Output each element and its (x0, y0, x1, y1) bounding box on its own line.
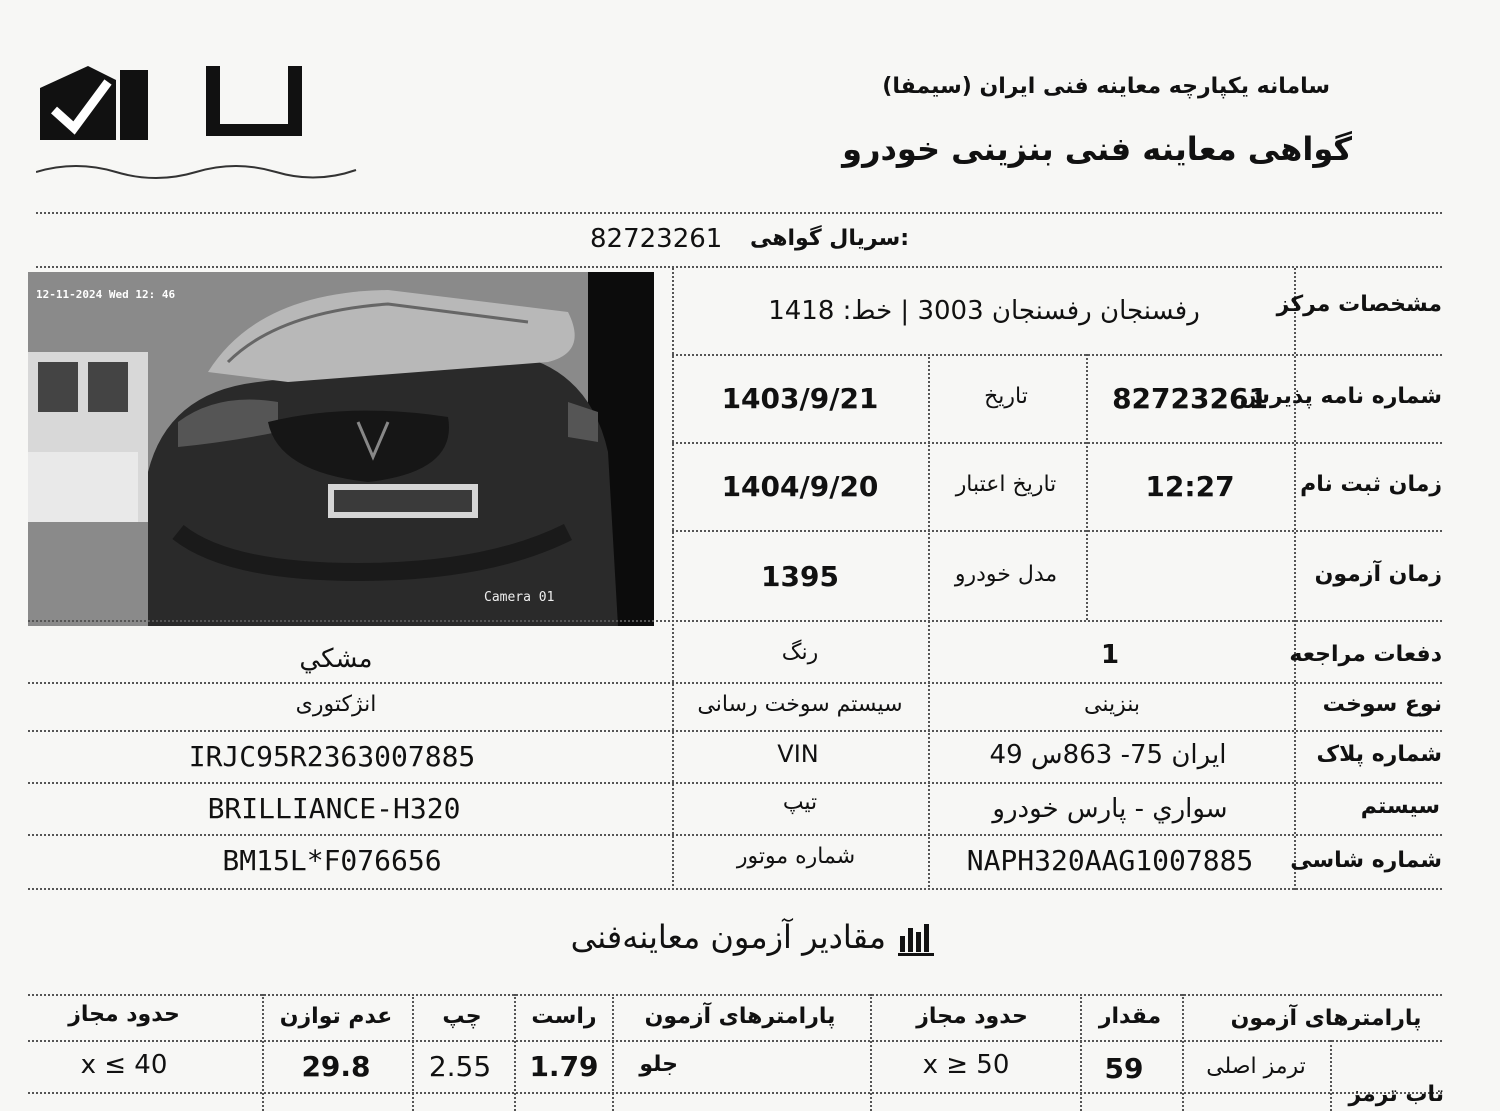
fuel-label: نوع سوخت (1322, 692, 1442, 717)
chassis-value: NAPH320AAG1007885 (966, 844, 1254, 877)
fuel-system-label: سیستم سوخت رسانی (697, 692, 903, 717)
reception-value: 82723261 (1112, 382, 1268, 415)
date-label: تاریخ (984, 384, 1028, 409)
bar-chart-icon (896, 918, 936, 958)
header-imbalance: عدم توازن (279, 1004, 393, 1029)
color-label: رنگ (781, 640, 819, 665)
header-params-2: پارامترهای آزمون (644, 1004, 836, 1029)
fuel-value: بنزینی (1084, 692, 1140, 717)
amount-value: 59 (1104, 1052, 1144, 1085)
serial-label: سریال گواهی: (750, 226, 910, 251)
right-value: 1.79 (529, 1050, 599, 1083)
brake-group-label: تاب ترمز (1348, 1082, 1444, 1107)
plate-label: شماره پلاک (1316, 742, 1442, 767)
date-value: 1403/9/21 (721, 382, 879, 415)
vin-value: IRJC95R2363007885 (188, 740, 476, 773)
expiry-label: تاریخ اعتبار (955, 472, 1057, 497)
header-limit-2: حدود مجاز (68, 1002, 180, 1027)
engine-label: شماره موتور (736, 844, 856, 869)
camera-label: Camera 01 (484, 590, 555, 605)
register-time-value: 12:27 (1145, 470, 1235, 503)
header-limit: حدود مجاز (916, 1004, 1028, 1029)
reception-label: شماره نامه پذیرش (1239, 384, 1442, 409)
type-value: BRILLIANCE-H320 (207, 792, 461, 825)
vin-label: VIN (777, 740, 819, 768)
axle-label: جلو (639, 1052, 678, 1077)
serial-value: 82723261 (590, 224, 723, 254)
center-value: رفسنجان رفسنجان 3003 | خط: 1418 (768, 296, 1200, 326)
model-value: 1395 (761, 560, 839, 593)
system-label: سیستم (1360, 794, 1440, 819)
param-label: ترمز اصلی (1206, 1054, 1306, 1079)
color-value: مشکي (299, 644, 373, 674)
limit-2-value: x ≤ 40 (80, 1050, 168, 1080)
left-value: 2.55 (428, 1050, 492, 1083)
test-time-label: زمان آزمون (1314, 562, 1442, 587)
header-params: پارامترهای آزمون (1230, 1006, 1422, 1031)
imbalance-value: 29.8 (301, 1050, 371, 1083)
system-name: سامانه یکپارچه معاینه فنی ایران (سیمفا) (882, 74, 1330, 99)
system-value: سواري - پارس خودرو (992, 794, 1228, 824)
chassis-label: شماره شاسی (1290, 848, 1442, 873)
register-time-label: زمان ثبت نام (1300, 472, 1442, 497)
header-right: راست (531, 1004, 597, 1029)
fuel-system-value: انژکتوری (295, 692, 377, 717)
visits-label: دفعات مراجعه (1289, 642, 1442, 667)
results-title: مقادیر آزمون معاینه‌فنی (570, 918, 886, 956)
visits-value: 1 (1100, 640, 1120, 670)
header-amount: مقدار (1098, 1004, 1162, 1029)
engine-value: BM15L*F076656 (222, 844, 442, 877)
certificate-title: گواهی معاینه فنی بنزینی خودرو (842, 130, 1352, 168)
plate-value: ایران 75- 863س 49 (989, 740, 1227, 770)
simfa-logo (36, 60, 366, 190)
model-label: مدل خودرو (954, 562, 1058, 587)
limit-value: x ≥ 50 (922, 1050, 1010, 1080)
vehicle-photo (28, 272, 654, 626)
header-left: چپ (442, 1004, 482, 1029)
expiry-value: 1404/9/20 (721, 470, 879, 503)
photo-timestamp: 12-11-2024 Wed 12: 46 (36, 288, 176, 301)
center-label: مشخصات مرکز (1276, 292, 1442, 317)
type-label: تیپ (782, 790, 818, 815)
